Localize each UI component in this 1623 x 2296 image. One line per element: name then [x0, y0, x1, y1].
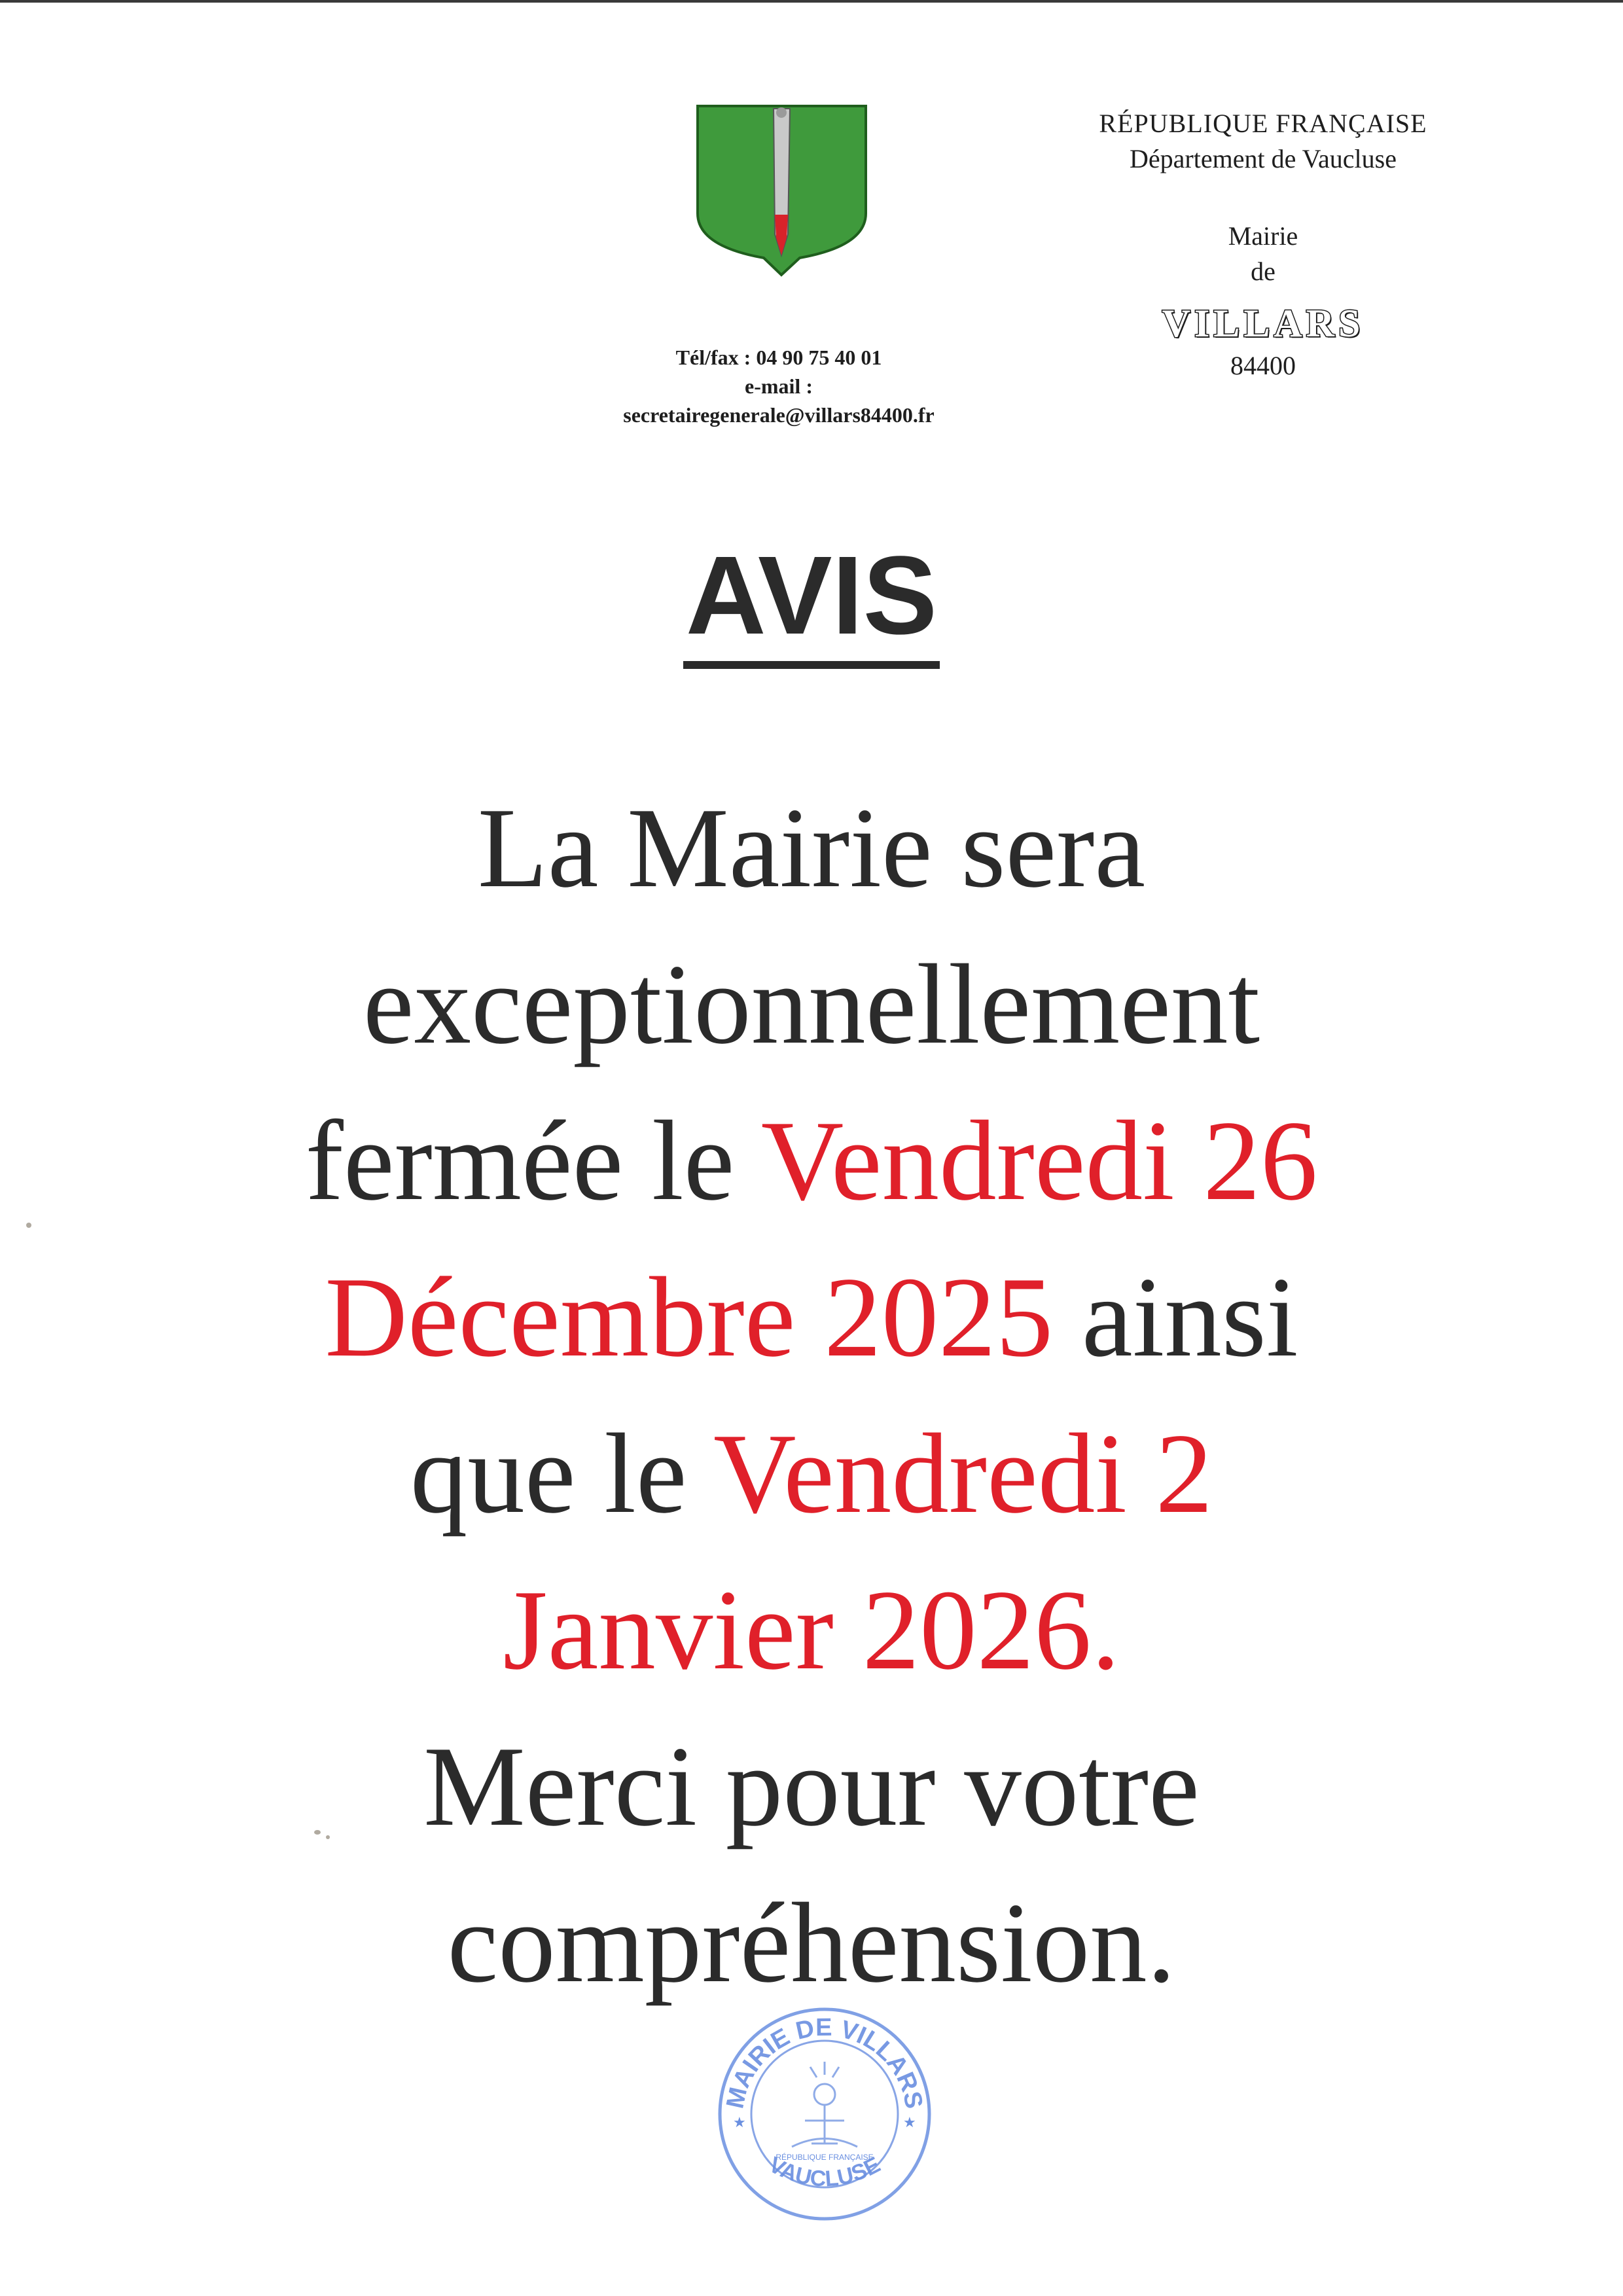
scan-speck [326, 1835, 330, 1839]
republic-title: RÉPUBLIQUE FRANÇAISE [1099, 109, 1427, 138]
notice-body [0, 770, 1623, 2021]
notice-line-1: La Mairie sera [477, 784, 1146, 911]
closure-date-2-day: Vendredi 2 [713, 1410, 1213, 1537]
page-top-edge [0, 0, 1623, 3]
scan-speck [314, 1830, 321, 1835]
notice-title: AVIS [683, 530, 940, 669]
stamp-bottom-text: VAUCLUSE [764, 2152, 885, 2192]
notice-line-8: compréhension. [447, 1879, 1176, 2006]
notice-line-5 [0, 1395, 1623, 1552]
stamp-inner-text: RÉPUBLIQUE FRANÇAISE [776, 2153, 874, 2162]
notice-line-5-text: que le [410, 1410, 714, 1537]
coat-of-arms-icon [695, 103, 868, 277]
notice-line-4 [0, 1239, 1623, 1395]
closure-date-1-month: Décembre 2025 [325, 1253, 1054, 1380]
stamp-star-left-icon: ★ [733, 2115, 746, 2131]
notice-line-3 [0, 1083, 1623, 1239]
notice-line-7: Merci pour votre [423, 1723, 1200, 1850]
phone-fax: Tél/fax : 04 90 75 40 01 [675, 346, 882, 369]
stamp-star-right-icon: ★ [903, 2115, 916, 2131]
republic-header [1021, 106, 1505, 384]
postal-code: 84400 [1230, 351, 1296, 380]
closure-date-2-month: Janvier 2026. [503, 1566, 1120, 1693]
email-address: secretairegenerale@villars84400.fr [623, 403, 935, 427]
notice-title-wrap [0, 530, 1623, 669]
mairie-label: Mairie [1228, 221, 1298, 251]
notice-line-3-text: fermée le [305, 1097, 761, 1224]
stamp-top-text: MAIRIE DE VILLARS [721, 2013, 928, 2111]
scan-speck [26, 1223, 31, 1228]
notice-line-4-text: ainsi [1053, 1253, 1298, 1380]
department-name: Département de Vaucluse [1130, 144, 1397, 173]
closure-date-1-day: Vendredi 26 [760, 1097, 1318, 1224]
mairie-stamp-icon [707, 1996, 942, 2232]
notice-line-2: exceptionnellement [363, 941, 1260, 1067]
contact-block [550, 343, 1008, 429]
mairie-de-label: de [1251, 257, 1275, 286]
email-label: e-mail : [745, 374, 813, 398]
town-name: VILLARS [1162, 302, 1364, 345]
